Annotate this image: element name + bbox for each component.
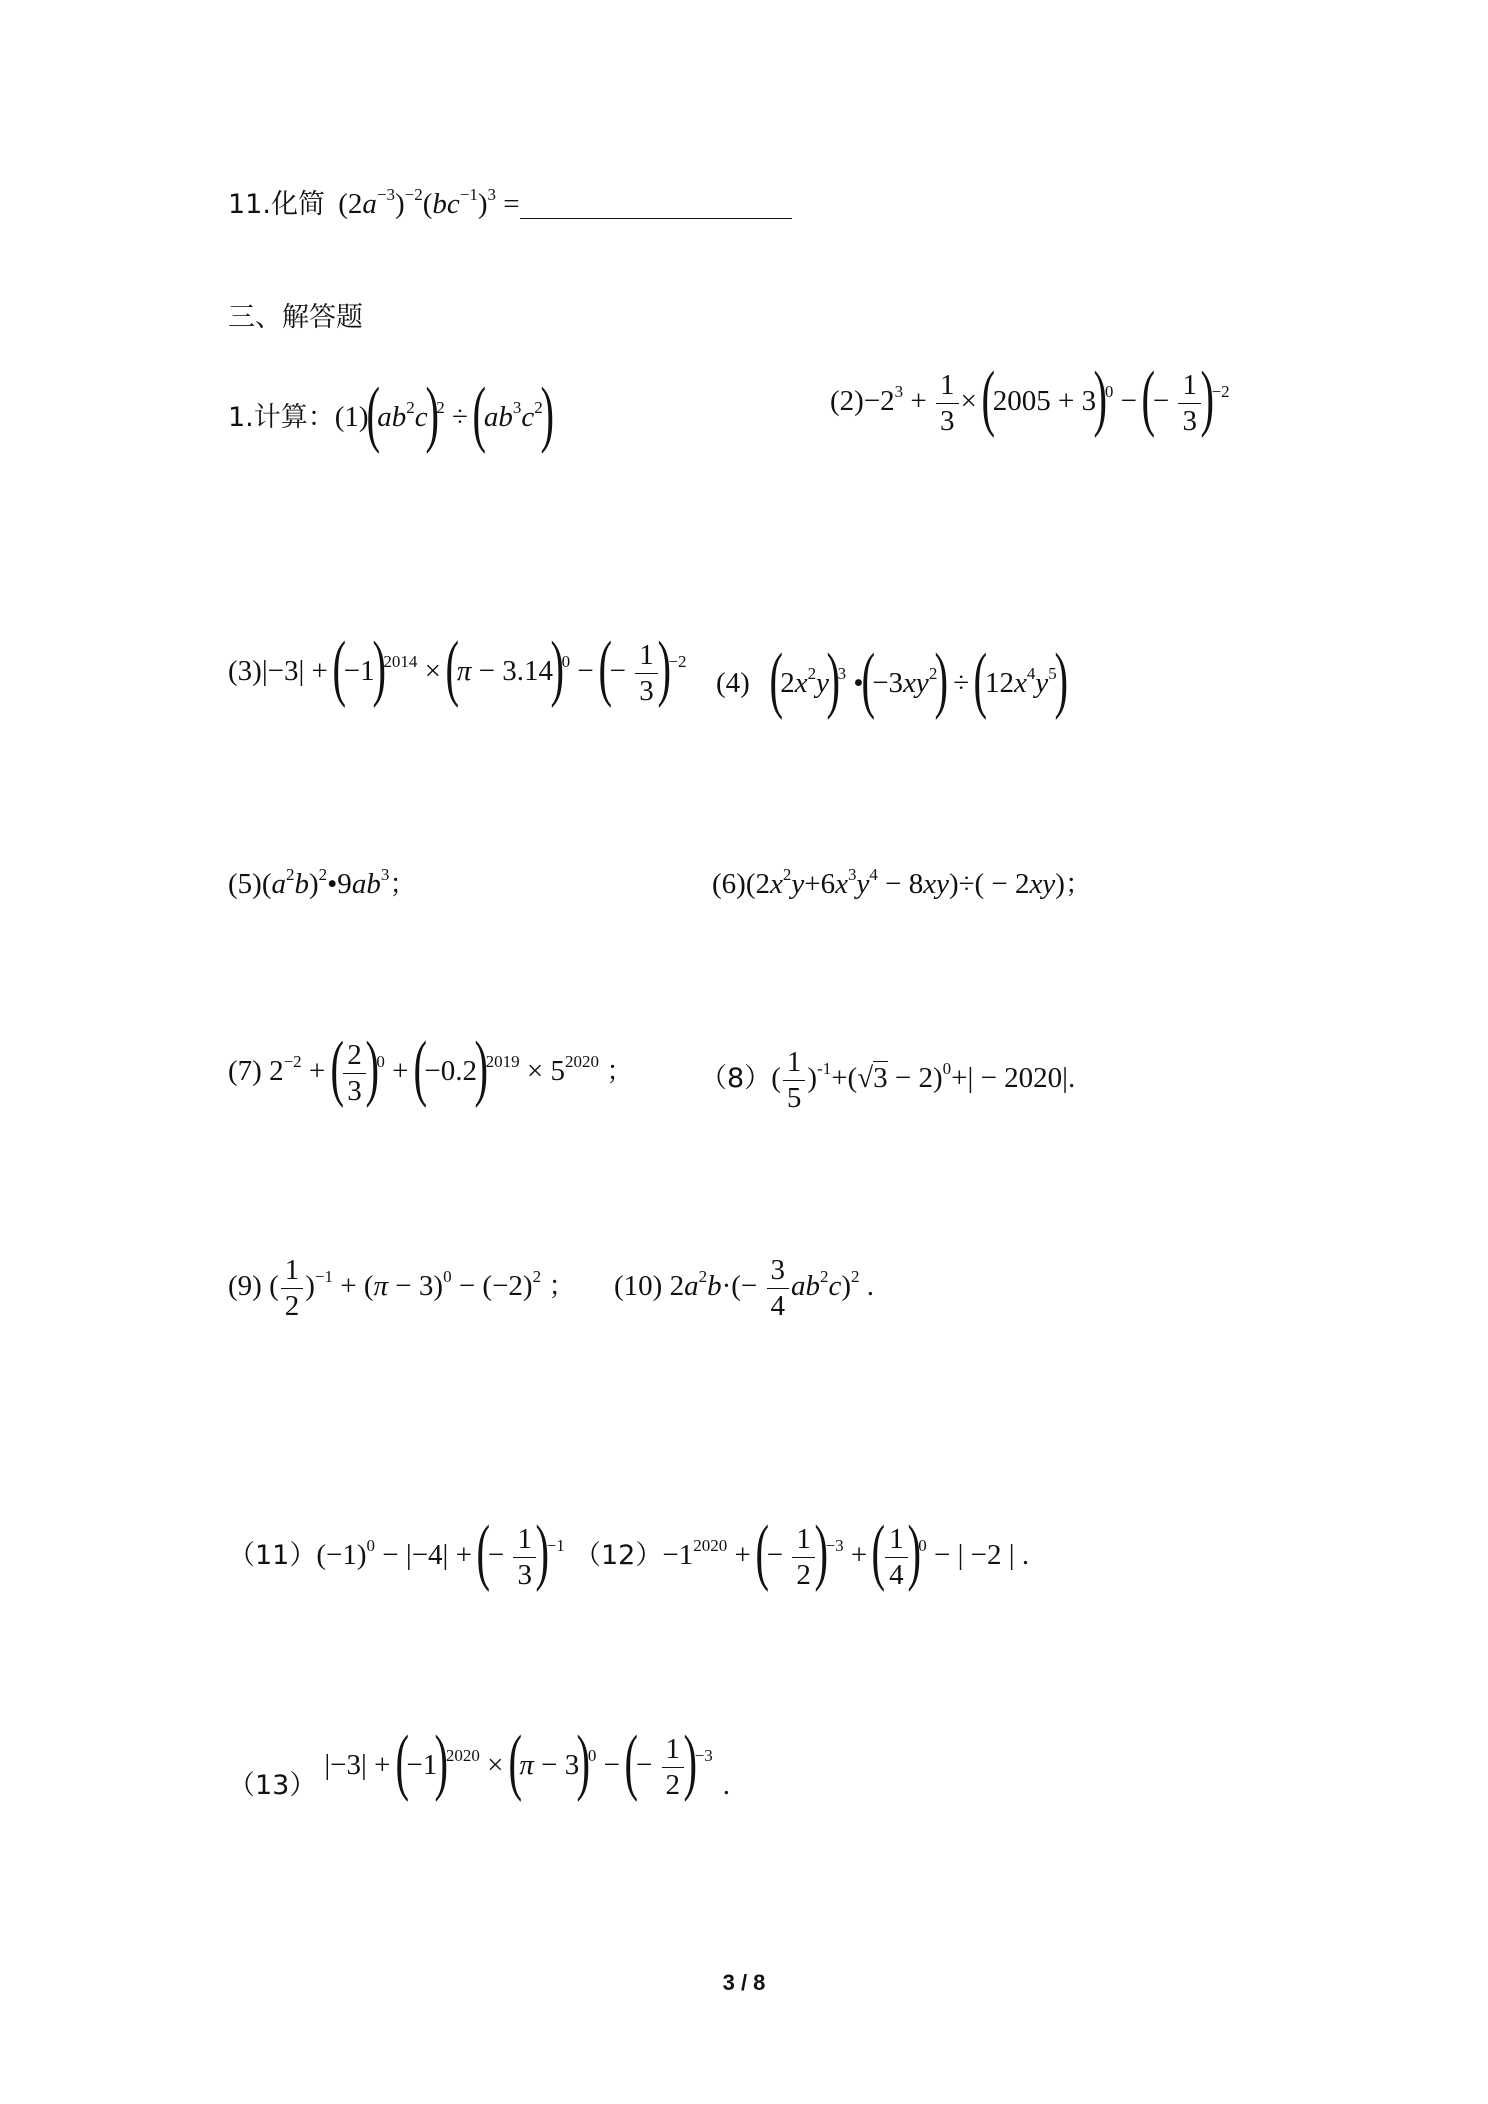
fraction: $\frac{1}{3}$ <box>635 641 658 706</box>
problem-7: (7) $2^{-2}$ + ( $\frac{2}{3}$ )$^0 + (-0.2)^{2019} \times 5^{2020}$ ； <box>228 1027 634 1109</box>
fraction: $\frac{1}{3}$ <box>513 1525 536 1590</box>
question-11 <box>228 185 792 220</box>
fraction: $\frac{1}{4}$ <box>885 1525 908 1590</box>
fraction: $\frac{1}{2}$ <box>662 1735 685 1800</box>
fraction: $\frac{1}{3}$ <box>936 371 959 436</box>
fraction: $\frac{1}{5}$ <box>783 1048 806 1113</box>
problem-1: 1.计算：$(1)(ab^2c)^2 \div (ab^3c^2)$ <box>228 373 554 455</box>
problem-9: (9) ( $\frac{1}{2}$ )$^{-1} + (\pi - 3)^0 - (-2)^2$ ； <box>228 1254 576 1322</box>
page-number: 3 / 8 <box>722 1970 766 1995</box>
problem-8: （8）( $\frac{1}{5}$ )$^{-1}+(√3 - 2)^0+| - 2020|$. <box>700 1046 1076 1114</box>
question-11-expression: $(2a^{-3})^{-2}(bc^{-1})^3$ = <box>338 185 520 220</box>
problem-3: $(3)|-3| + (-1)^{2014} \times (\pi - 3.14)^0$ − (− $\frac{1}{3}$ )$^{-2}$ <box>228 627 687 709</box>
problem-10: (10) $2a^2b\cdot(-$ $\frac{3}{4}$ $ab^2c)^2$ . <box>614 1254 875 1322</box>
problem-4: (4) $(2x^2y)^3$ $•(-3xy^2) \div (12x^4y^5)$ <box>716 639 1068 721</box>
fraction: $\frac{2}{3}$ <box>343 1041 366 1106</box>
question-1-label: 1.计算： <box>228 401 335 433</box>
problem-13: $(13)|-3| + (-1)^{2020} \times (\pi - 3)^0$ − (− $\frac{1}{2}$ )$^{-3}$. <box>228 1721 731 1803</box>
fraction: $\frac{3}{4}$ <box>767 1256 790 1321</box>
section-title: 三、解答题 <box>228 302 363 333</box>
fraction: $\frac{1}{2}$ <box>281 1256 304 1321</box>
problem-6: $(6)(2x^2y+6x^3y^4 - 8xy)\div( - 2xy)$； <box>712 865 1092 900</box>
answer-blank[interactable] <box>520 194 792 219</box>
fraction: $\frac{1}{3}$ <box>1178 371 1201 436</box>
question-11-label: 11.化简 <box>228 189 325 220</box>
problem-2: $(2)-2^3$ + $\frac{1}{3}$ × $(2005 + 3)^0$ − (− $\frac{1}{3}$ )$^{-2}$ <box>830 357 1230 439</box>
problem-12: $(12)-1^{2020}$ + (− $\frac{1}{2}$ )$^{-3}$ + ( $\frac{1}{4}$ )$^0$ − | −2 | . <box>574 1511 1030 1593</box>
fraction: $\frac{1}{2}$ <box>792 1525 815 1590</box>
problem-5: $(5)(a^2b)^2•9ab^3$； <box>228 865 417 900</box>
problem-11: $(11)(-1)^0 - |-4|$ + (− $\frac{1}{3}$ )$^{-1}$ <box>228 1511 565 1593</box>
